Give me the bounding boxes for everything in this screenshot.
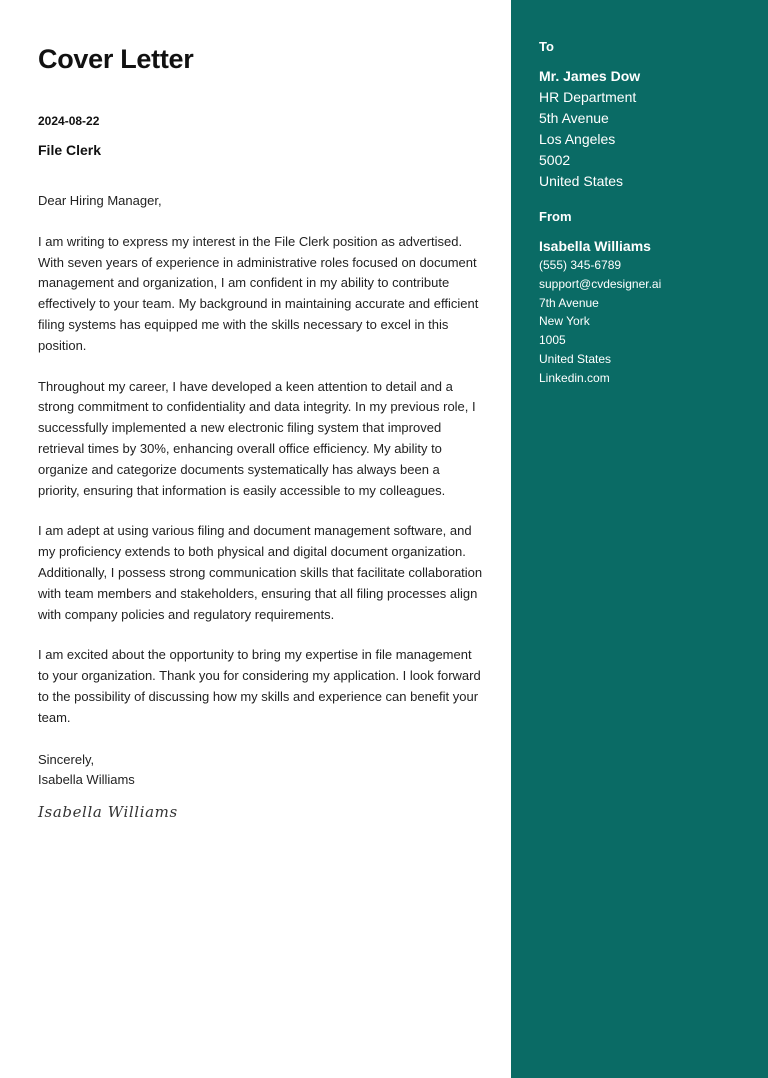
sender-website-link[interactable]: Linkedin.com	[539, 370, 610, 385]
recipient-heading: To	[539, 39, 554, 54]
paragraph-1: I am writing to express my interest in the File Clerk position as advertised. With seven years of experience in administrative roles focused on document management and organization, I am confident in my ability to contribute effectively to your team. My background in maintaining accurate and efficient filing systems has equipped me with the skills necessary to excel in this position.	[38, 233, 479, 353]
sender-city: New York	[539, 314, 590, 329]
paragraph-2: Throughout my career, I have developed a keen attention to detail and a strong commitment to confidentiality and data integrity. In my previous role, I successfully implemented a new electronic filing system that improved retrieval times by 30%, enhancing overall office efficiency. My ability to organize and categorize documents systematically has always been a priority, ensuring that information is easily accessible to my colleagues.	[38, 378, 476, 498]
sender-zip: 1005	[539, 333, 566, 348]
closing-block	[38, 750, 485, 792]
contact-sidebar	[511, 0, 768, 1078]
paragraph-4: I am excited about the opportunity to bring my expertise in file management to your organization. Thank you for considering my application. I look forward to the possibility of discussing how my skills and experience can benefit your team.	[38, 647, 481, 725]
sender-email: support@cvdesigner.ai	[539, 276, 662, 291]
page-title: Cover Letter	[38, 44, 194, 74]
job-position: File Clerk	[38, 142, 102, 158]
salutation: Dear Hiring Manager,	[38, 193, 162, 208]
recipient-street: 5th Avenue	[539, 110, 609, 126]
recipient-department: HR Department	[539, 89, 637, 105]
recipient-city: Los Angeles	[539, 131, 616, 147]
sender-phone: (555) 345-6789	[539, 258, 622, 272]
recipient-name: Mr. James Dow	[539, 68, 641, 84]
closing-name: Isabella Williams	[38, 772, 135, 788]
sender-name: Isabella Williams	[539, 238, 651, 254]
sender-street: 7th Avenue	[539, 295, 599, 310]
recipient-zip: 5002	[539, 152, 571, 168]
recipient-country: United States	[539, 173, 624, 189]
sender-country: United States	[539, 351, 612, 366]
sender-heading: From	[539, 209, 572, 224]
handwritten-signature: Isabella Williams	[38, 803, 178, 822]
letter-date: 2024-08-22	[38, 114, 100, 128]
closing-phrase: Sincerely,	[38, 751, 95, 767]
paragraph-3: I am adept at using various filing and document management software, and my proficiency extends to both physical and digital document organization. Additionally, I possess strong communication skills that facilitate collaboration with team members and stakeholders, ensuring that all filing processes align with company policies and regulatory requirements.	[38, 523, 483, 622]
